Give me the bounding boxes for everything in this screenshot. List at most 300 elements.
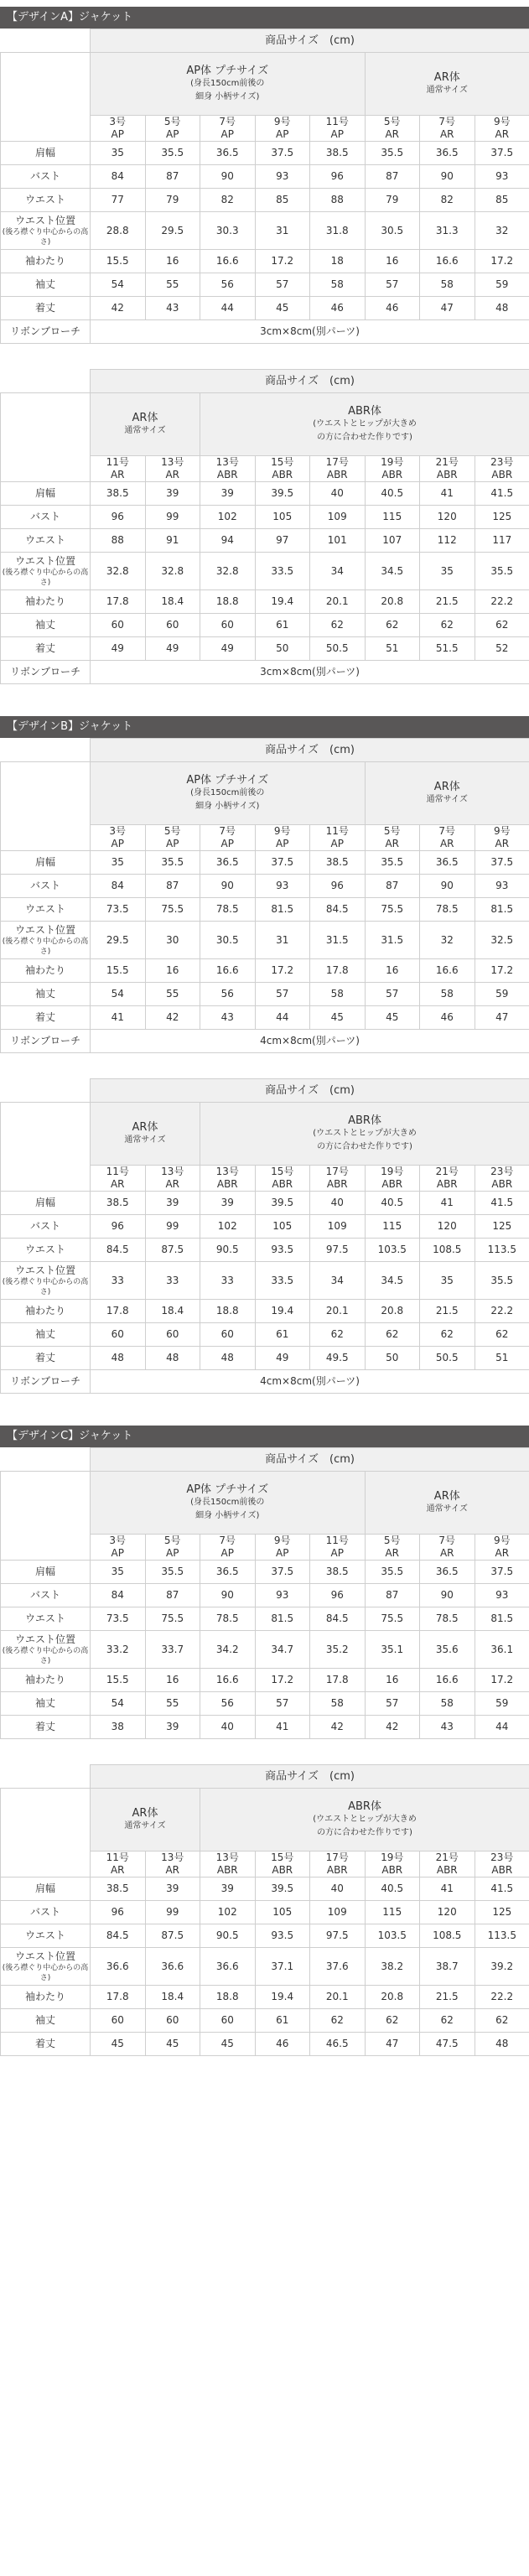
- measurement-value: 109: [310, 1215, 366, 1239]
- size-number: 23号: [490, 1166, 514, 1177]
- measurement-value: 42: [145, 1006, 200, 1030]
- measurement-label-cell: [1, 1215, 91, 1239]
- size-group-row: [1, 1103, 529, 1166]
- measurement-value: 93: [475, 875, 529, 898]
- measurement-value: 46.5: [310, 2033, 366, 2056]
- abr-group-cell: [200, 1103, 529, 1166]
- measurement-label-cell: [1, 1323, 91, 1347]
- measurement-sublabel: (後ろ襟ぐり中心からの高さ): [2, 937, 89, 956]
- measurement-value: 39.5: [255, 1192, 310, 1215]
- size-header-cell: [365, 1166, 420, 1192]
- measurement-label-cell: [1, 851, 91, 875]
- table-title-text: 商品サイズ (cm): [265, 1770, 355, 1783]
- measurement-value: 36.6: [200, 1948, 256, 1986]
- measurement-value: 60: [145, 2009, 200, 2033]
- size-table-section: [0, 1739, 529, 2056]
- size-header-cell: [310, 1852, 366, 1877]
- measurement-row: [1, 189, 529, 212]
- measurement-row: [1, 1561, 529, 1584]
- size-type: AR: [439, 838, 454, 849]
- measurement-value: 16: [365, 1669, 420, 1692]
- measurement-value: 57: [255, 983, 310, 1006]
- measurement-label-cell: [1, 1561, 91, 1584]
- size-number: 15号: [271, 1166, 294, 1177]
- measurement-value: 28.8: [91, 212, 146, 250]
- size-type: AP: [166, 838, 179, 849]
- measurement-row: [1, 212, 529, 250]
- size-type: ABR: [436, 469, 458, 480]
- measurement-value: 102: [200, 1215, 256, 1239]
- measurement-label-cell: [1, 165, 91, 189]
- measurement-value: 35: [91, 851, 146, 875]
- measurement-value: 62: [475, 1323, 529, 1347]
- measurement-value: 58: [420, 1692, 475, 1716]
- measurement-value: 18.4: [145, 1300, 200, 1323]
- measurement-value: 96: [91, 1215, 146, 1239]
- size-number: 21号: [435, 456, 459, 468]
- measurement-value: 82: [420, 189, 475, 212]
- measurement-value: 22.2: [475, 590, 529, 614]
- measurement-value: 49: [200, 637, 256, 661]
- measurement-label: 着丈: [34, 1011, 55, 1023]
- size-type: ABR: [272, 469, 293, 480]
- measurement-value: 38.7: [420, 1948, 475, 1986]
- abr-group-note: (ウエストとヒップが大きめ: [313, 1814, 417, 1824]
- measurement-value: 97: [255, 529, 310, 553]
- measurement-row: [1, 851, 529, 875]
- measurement-value: 90: [200, 1584, 256, 1607]
- size-header-cell: [145, 1166, 200, 1192]
- measurement-value: 50.5: [420, 1347, 475, 1370]
- size-header-cell: [255, 116, 310, 142]
- measurement-row: [1, 922, 529, 959]
- measurement-value: 39.5: [255, 1877, 310, 1901]
- measurement-value: 34.7: [255, 1631, 310, 1669]
- empty-cell: [1, 739, 91, 762]
- measurement-row: [1, 1607, 529, 1631]
- size-table-section: [0, 7, 529, 344]
- measurement-value: 45: [91, 2033, 146, 2056]
- measurement-value: 18: [310, 250, 366, 273]
- measurement-label-cell: [1, 1584, 91, 1607]
- abr-group-title: ABR体: [348, 404, 381, 418]
- size-type: ABR: [436, 1864, 458, 1876]
- size-type: AR: [165, 1178, 180, 1190]
- measurement-value: 16.6: [200, 250, 256, 273]
- measurement-value: 58: [310, 1692, 366, 1716]
- measurement-row: [1, 529, 529, 553]
- measurement-label: バスト: [29, 1220, 60, 1232]
- measurement-label: 袖丈: [34, 988, 55, 1000]
- measurement-row: [1, 1323, 529, 1347]
- measurement-value: 108.5: [420, 1924, 475, 1948]
- ar-group-cell: [365, 762, 529, 825]
- measurement-value: 79: [365, 189, 420, 212]
- measurement-label-cell: [1, 590, 91, 614]
- size-header-cell: [475, 456, 529, 482]
- measurement-row: [1, 250, 529, 273]
- measurement-value: 35: [91, 1561, 146, 1584]
- abr-group-note: (ウエストとヒップが大きめ: [313, 1128, 417, 1138]
- measurement-value: 115: [365, 506, 420, 529]
- measurement-value: 60: [91, 1323, 146, 1347]
- measurement-value: 38.5: [91, 1877, 146, 1901]
- ap-group-note: (身長150cm前後の: [190, 787, 265, 797]
- ribbon-label: リボンブローチ: [1, 320, 91, 344]
- size-number: 17号: [325, 456, 349, 468]
- measurement-value: 36.6: [145, 1948, 200, 1986]
- measurement-label: ウエスト: [24, 1613, 65, 1624]
- measurement-value: 35.5: [475, 553, 529, 590]
- measurement-value: 20.1: [310, 1986, 366, 2009]
- size-group-row: [1, 1789, 529, 1852]
- measurement-value: 36.5: [200, 142, 256, 165]
- table-title-text: 商品サイズ (cm): [265, 1084, 355, 1097]
- measurement-value: 84.5: [310, 1607, 366, 1631]
- measurement-value: 57: [255, 1692, 310, 1716]
- measurement-value: 103.5: [365, 1924, 420, 1948]
- measurement-value: 125: [475, 1215, 529, 1239]
- size-table: [0, 1447, 529, 1739]
- measurement-value: 33: [145, 1262, 200, 1300]
- size-header-cell: [475, 116, 529, 142]
- measurement-value: 19.4: [255, 590, 310, 614]
- measurement-label: 袖丈: [34, 1697, 55, 1709]
- measurement-value: 16.6: [420, 959, 475, 983]
- measurement-value: 58: [310, 273, 366, 297]
- measurement-value: 49: [145, 637, 200, 661]
- measurement-label-cell: [1, 1877, 91, 1901]
- measurement-value: 50.5: [310, 637, 366, 661]
- table-title: [91, 1079, 529, 1103]
- size-header-cell: [310, 116, 366, 142]
- measurement-value: 49.5: [310, 1347, 366, 1370]
- size-number: 7号: [219, 116, 236, 127]
- measurement-row: [1, 1692, 529, 1716]
- measurement-value: 17.8: [310, 959, 366, 983]
- size-header-cell: [420, 456, 475, 482]
- measurement-value: 43: [420, 1716, 475, 1739]
- measurement-value: 85: [255, 189, 310, 212]
- measurement-value: 29.5: [145, 212, 200, 250]
- measurement-row: [1, 983, 529, 1006]
- measurement-value: 20.8: [365, 1300, 420, 1323]
- measurement-value: 15.5: [91, 1669, 146, 1692]
- measurement-label-cell: [1, 614, 91, 637]
- size-header-cell: [310, 456, 366, 482]
- measurement-value: 41.5: [475, 1192, 529, 1215]
- measurement-label-cell: [1, 189, 91, 212]
- measurement-value: 87: [365, 1584, 420, 1607]
- size-type: AP: [111, 128, 124, 140]
- empty-cell: [1, 29, 91, 53]
- size-type: AR: [165, 469, 180, 480]
- measurement-value: 97.5: [310, 1924, 366, 1948]
- size-type: ABR: [272, 1178, 293, 1190]
- measurement-value: 55: [145, 273, 200, 297]
- size-table: [0, 369, 529, 684]
- size-type: ABR: [272, 1864, 293, 1876]
- measurement-value: 37.5: [475, 851, 529, 875]
- measurement-value: 57: [255, 273, 310, 297]
- measurement-label-cell: [1, 1239, 91, 1262]
- measurement-value: 75.5: [145, 1607, 200, 1631]
- measurement-value: 81.5: [475, 1607, 529, 1631]
- size-type: AR: [110, 1178, 125, 1190]
- measurement-label-cell: [1, 1669, 91, 1692]
- table-title-row: [1, 1448, 529, 1472]
- size-number: 7号: [438, 116, 456, 127]
- measurement-value: 50: [255, 637, 310, 661]
- measurement-value: 44: [475, 1716, 529, 1739]
- measurement-value: 36.6: [91, 1948, 146, 1986]
- measurement-value: 96: [310, 875, 366, 898]
- size-number: 11号: [106, 456, 129, 468]
- measurement-value: 93.5: [255, 1239, 310, 1262]
- table-title-text: 商品サイズ (cm): [265, 1453, 355, 1466]
- measurement-value: 81.5: [255, 898, 310, 922]
- size-type: AP: [111, 838, 124, 849]
- measurement-value: 60: [200, 614, 256, 637]
- empty-cell: [1, 1765, 91, 1789]
- size-number: 3号: [109, 1535, 127, 1546]
- measurement-value: 56: [200, 273, 256, 297]
- measurement-value: 35.1: [365, 1631, 420, 1669]
- measurement-value: 31: [255, 212, 310, 250]
- measurement-value: 48: [475, 2033, 529, 2056]
- size-number: 13号: [161, 1852, 184, 1863]
- size-number: 19号: [381, 456, 404, 468]
- measurement-value: 87.5: [145, 1924, 200, 1948]
- measurement-value: 16: [145, 959, 200, 983]
- measurement-value: 105: [255, 506, 310, 529]
- abr-group-cell: [200, 393, 529, 456]
- ar-group-note: 通常サイズ: [426, 1504, 468, 1514]
- size-header-cell: [255, 1852, 310, 1877]
- measurement-value: 40.5: [365, 482, 420, 506]
- size-number: 13号: [161, 1166, 184, 1177]
- measurement-value: 41: [420, 1192, 475, 1215]
- measurement-value: 94: [200, 529, 256, 553]
- measurement-value: 84.5: [310, 898, 366, 922]
- measurement-value: 38: [91, 1716, 146, 1739]
- measurement-value: 37.5: [255, 851, 310, 875]
- measurement-value: 17.8: [91, 1300, 146, 1323]
- ar-group-title: AR体: [433, 780, 460, 793]
- measurement-value: 38.5: [91, 1192, 146, 1215]
- measurement-value: 32.5: [475, 922, 529, 959]
- size-number: 11号: [106, 1852, 129, 1863]
- measurement-value: 31.8: [310, 212, 366, 250]
- measurement-value: 40.5: [365, 1192, 420, 1215]
- measurement-value: 62: [365, 614, 420, 637]
- measurement-value: 16: [365, 959, 420, 983]
- ap-group-title: AP体 プチサイズ: [186, 1483, 269, 1496]
- ar-group-note: 通常サイズ: [124, 425, 166, 435]
- table-title-text: 商品サイズ (cm): [265, 34, 355, 47]
- measurement-value: 62: [420, 1323, 475, 1347]
- measurement-value: 48: [200, 1347, 256, 1370]
- measurement-value: 82: [200, 189, 256, 212]
- size-type: AP: [220, 1547, 234, 1559]
- measurement-value: 75.5: [365, 1607, 420, 1631]
- measurement-value: 73.5: [91, 898, 146, 922]
- measurement-value: 35: [420, 553, 475, 590]
- table-title-text: 商品サイズ (cm): [265, 375, 355, 387]
- measurement-value: 52: [475, 637, 529, 661]
- measurement-row: [1, 875, 529, 898]
- measurement-value: 36.5: [420, 851, 475, 875]
- measurement-value: 36.5: [200, 851, 256, 875]
- size-header-cell: [365, 1535, 420, 1561]
- measurement-row: [1, 1924, 529, 1948]
- measurement-label: 袖わたり: [24, 964, 65, 976]
- size-type: ABR: [491, 1864, 513, 1876]
- size-type: AR: [110, 1864, 125, 1876]
- measurement-label-cell: [1, 1262, 91, 1300]
- measurement-label-cell: [1, 482, 91, 506]
- measurement-row: [1, 590, 529, 614]
- size-type: ABR: [491, 469, 513, 480]
- size-header-cell: [200, 1535, 256, 1561]
- measurement-value: 90: [420, 875, 475, 898]
- size-number: 17号: [325, 1852, 349, 1863]
- measurement-value: 51: [365, 637, 420, 661]
- measurement-value: 102: [200, 1901, 256, 1924]
- ap-group-note: (身長150cm前後の: [190, 1497, 265, 1507]
- measurement-value: 37.5: [255, 142, 310, 165]
- size-type: AP: [330, 1547, 344, 1559]
- size-type: AP: [166, 128, 179, 140]
- size-number: 3号: [109, 825, 127, 837]
- measurement-value: 36.5: [200, 1561, 256, 1584]
- ar-group-title: AR体: [132, 411, 158, 424]
- size-type: ABR: [436, 1178, 458, 1190]
- size-header-cell: [145, 116, 200, 142]
- measurement-value: 29.5: [91, 922, 146, 959]
- measurement-value: 17.2: [255, 1669, 310, 1692]
- size-type: AP: [330, 838, 344, 849]
- measurement-label-cell: [1, 250, 91, 273]
- measurement-label: 肩幅: [34, 147, 55, 158]
- size-header-cell: [420, 825, 475, 851]
- measurement-value: 54: [91, 273, 146, 297]
- measurement-value: 38.5: [91, 482, 146, 506]
- size-header-cell: [475, 1852, 529, 1877]
- measurement-value: 97.5: [310, 1239, 366, 1262]
- ap-group-note: 細身 小柄サイズ): [195, 1510, 260, 1520]
- measurement-label: バスト: [29, 170, 60, 182]
- measurement-value: 49: [91, 637, 146, 661]
- size-type: AR: [495, 128, 510, 140]
- ribbon-value: 3cm×8cm(別パーツ): [91, 320, 529, 344]
- measurement-value: 60: [200, 1323, 256, 1347]
- measurement-value: 17.8: [310, 1669, 366, 1692]
- measurement-value: 84.5: [91, 1924, 146, 1948]
- table-title-row: [1, 739, 529, 762]
- size-header-cell: [365, 1852, 420, 1877]
- empty-cell: [1, 53, 91, 142]
- section-gap: [0, 1394, 529, 1419]
- table-title-row: [1, 1765, 529, 1789]
- empty-cell: [1, 762, 91, 851]
- measurement-label-cell: [1, 959, 91, 983]
- section-header: 【デザインA】ジャケット: [0, 7, 529, 29]
- measurement-value: 35.5: [365, 1561, 420, 1584]
- measurement-label: ウエスト: [24, 1929, 65, 1941]
- measurement-value: 51.5: [420, 637, 475, 661]
- measurement-value: 45: [200, 2033, 256, 2056]
- ar-group-title: AR体: [132, 1120, 158, 1134]
- measurement-label: 袖丈: [34, 1328, 55, 1340]
- ap-group-cell: [91, 53, 366, 116]
- measurement-value: 46: [255, 2033, 310, 2056]
- abr-group-note: の方に合わせた作りです): [317, 1827, 412, 1837]
- ribbon-row: [1, 320, 529, 344]
- size-type: AR: [439, 128, 454, 140]
- measurement-value: 21.5: [420, 590, 475, 614]
- section-header: 【デザインB】ジャケット: [0, 716, 529, 738]
- measurement-value: 17.8: [91, 590, 146, 614]
- measurement-label: 袖わたり: [24, 1991, 65, 2002]
- measurement-label-cell: [1, 1948, 91, 1986]
- measurement-value: 90.5: [200, 1239, 256, 1262]
- ribbon-value: 4cm×8cm(別パーツ): [91, 1030, 529, 1053]
- measurement-value: 109: [310, 506, 366, 529]
- measurement-value: 34.2: [200, 1631, 256, 1669]
- measurement-value: 62: [420, 2009, 475, 2033]
- ar-group-cell: [365, 1472, 529, 1535]
- ar-group-note: 通常サイズ: [426, 85, 468, 95]
- measurement-label: ウエスト位置: [14, 1264, 75, 1276]
- measurement-value: 22.2: [475, 1300, 529, 1323]
- empty-cell: [1, 1079, 91, 1103]
- measurement-value: 75.5: [145, 898, 200, 922]
- measurement-row: [1, 1347, 529, 1370]
- measurement-value: 16: [365, 250, 420, 273]
- ribbon-value: 3cm×8cm(別パーツ): [91, 661, 529, 684]
- measurement-value: 115: [365, 1215, 420, 1239]
- measurement-label-cell: [1, 273, 91, 297]
- size-type: ABR: [216, 1864, 238, 1876]
- size-number: 9号: [493, 1535, 511, 1546]
- measurement-value: 37.5: [475, 142, 529, 165]
- size-header-cell: [91, 456, 146, 482]
- measurement-value: 84.5: [91, 1239, 146, 1262]
- measurement-label: バスト: [29, 1906, 60, 1918]
- measurement-label-cell: [1, 1607, 91, 1631]
- measurement-value: 47: [420, 297, 475, 320]
- size-number: 11号: [325, 116, 349, 127]
- measurement-value: 60: [145, 614, 200, 637]
- section-gap: [0, 684, 529, 709]
- size-type: AP: [220, 128, 234, 140]
- measurement-value: 117: [475, 529, 529, 553]
- measurement-value: 120: [420, 1901, 475, 1924]
- measurement-label: 肩幅: [34, 1883, 55, 1894]
- measurement-value: 42: [310, 1716, 366, 1739]
- size-header-cell: [200, 116, 256, 142]
- measurement-value: 87: [365, 875, 420, 898]
- size-table-section: [0, 1394, 529, 1739]
- ar-group-cell: [91, 1103, 200, 1166]
- measurement-value: 102: [200, 506, 256, 529]
- measurement-label: 袖わたり: [24, 255, 65, 267]
- measurement-value: 85: [475, 189, 529, 212]
- size-type: ABR: [381, 1178, 403, 1190]
- measurement-value: 41: [255, 1716, 310, 1739]
- measurement-label-cell: [1, 1716, 91, 1739]
